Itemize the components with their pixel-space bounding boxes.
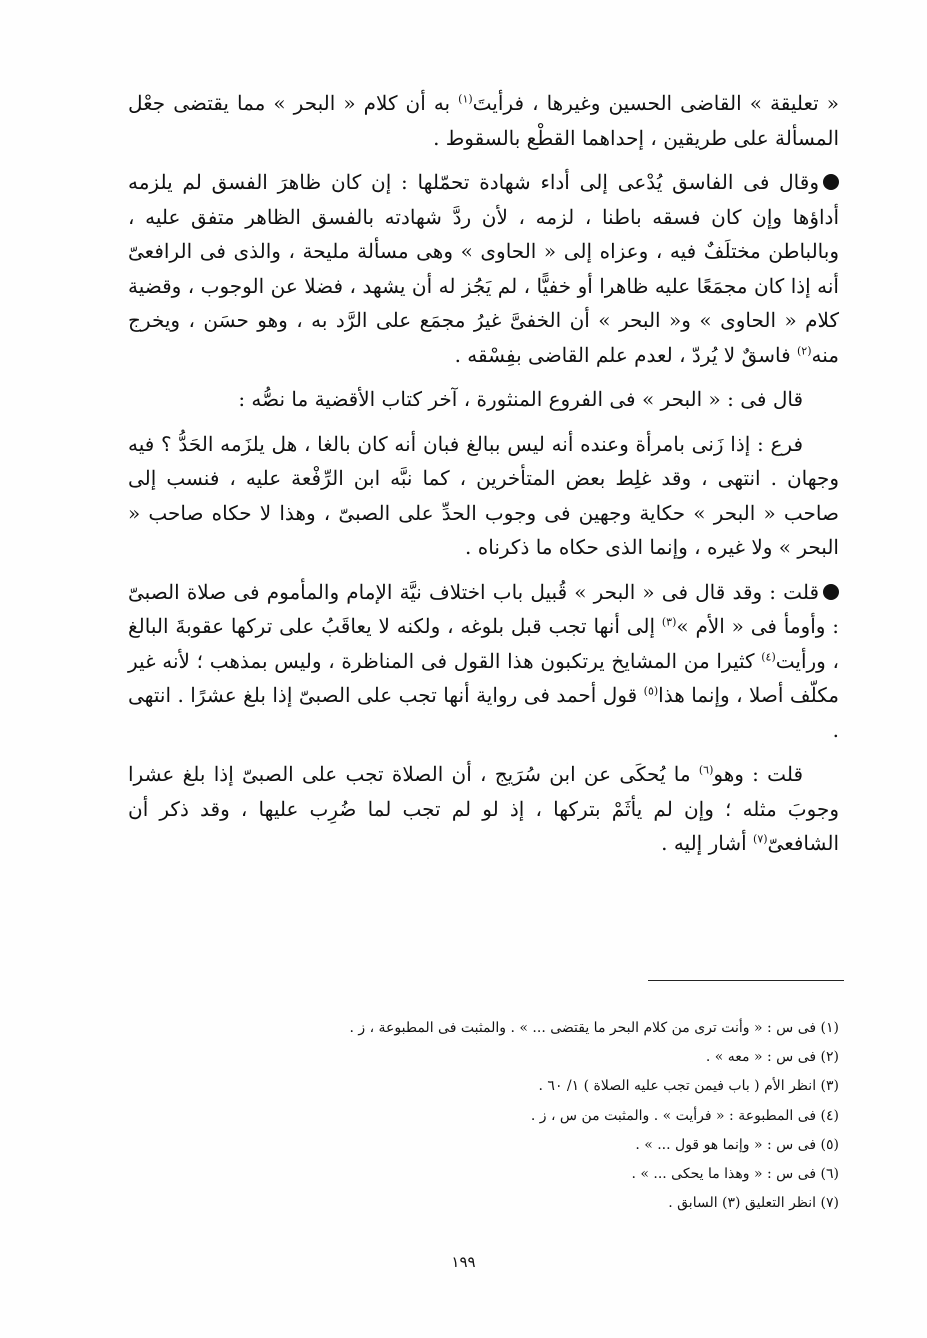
paragraph [128,427,839,565]
footnote-marker: (٣) [661,615,677,629]
paragraph-text: إلى أنها تجب قبل بلوغه ، ولكنه لا يعاقَبُ على تركها عقوبةَ البالغ ، ورأيت [128,614,840,673]
footnote: (١) فى س : « وأنت ترى من كلام البحر ما يقتضى ... » . والمثبت فى المطبوعة ، ز . [349,1020,839,1036]
paragraph-text: فرع : إذا زَنى بامرأة وعنده أنه ليس ببالغ فبان أنه كان بالغا ، هل يلزَمه الحَدُّ ؟ فيه وجهان . انتهى ، وقد غلِط بعض المتأخرين ، كما نبَّه ابن الرِّفْعة عليه ، فنسب إلى صاحب « البحر » حكاية وجهين فى وجوب الحدِّ على الصبىّ ، وهذا لا حكاه صاحب « البحر » ولا غيره ، وإنما الذى حكاه ما ذكرناه . [128,431,839,559]
paragraph-text: فاسقٌ لا يُردّ ، لعدم علم القاضى بفِسْقه . [454,342,797,367]
page-number: ١٩٩ [451,1253,476,1271]
paragraph-text: وقال فى الفاسق يُدْعى إلى أداء شهادة تحمّلها : إن كان ظاهرَ الفسق لم يلزمه أداؤها وإن كان فسقه باطنا ، لزمه ، لأن ردَّ شهادته بالفسق الظاهر متفق عليه ، وبالباطن مختلَفٌ فيه ، وعزاه إلى « الحاوى » وهى مسألة مليحة ، والذى فى الرافعىّ أنه إذا كان مجمَعًا عليه ظاهرا أو خفيًّا ، لم يَجُز له أن يشهد ، فضلا عن الوجوب ، وقضية كلام « الحاوى » و« البحر » أن الخفىَّ غيرُ مجمَع على الرَّد به ، وهو حسَن ، ويخرج منه [128,170,839,367]
paragraph-bullet-icon [823,584,839,600]
footnote-marker: (٧) [753,832,768,846]
paragraph [128,382,839,417]
paragraph-text: قلت : وهو [713,762,804,786]
paragraph-text: أشار إليه . [661,831,754,855]
footnote-marker: (٥) [643,684,659,698]
paragraph-text: كثيرا من المشايخ يرتكبون هذا القول فى المناظرة ، وليس بمذهب ؛ لأنه غير مكلّف أصلا ، وإنما هذا [128,648,839,707]
footnote: (٤) فى المطبوعة : « فرأيت » . والمثبت من س ، ز . [530,1107,839,1124]
paragraph-text: ما يُحكَى عن ابن سُرَيج ، أن الصلاة تجب على الصبىّ إذا بلغ عشرا وجوبَ مثله ؛ وإن لم يأثَمْ بتركها ، إذ لو لم تجب لما ضُرِب عليها ، وقد ذكر أن الشافعىّ [128,762,839,855]
footnote: (٣) انظر الأم ( باب فيمن تجب عليه الصلاة ) ١/ ٦٠ . [538,1078,839,1095]
footnote-marker: (٦) [698,763,714,777]
paragraph [128,757,839,861]
footnote-separator [648,980,844,981]
paragraph [128,575,839,748]
footnote-marker: (٢) [797,343,812,357]
footnotes [300,1014,839,1218]
paragraph-text: قلت : وقد قال فى « البحر » قُبيل باب اختلاف نيَّة الإمام والمأموم فى صلاة الصبىّ : وأومأ فى « الأم » [128,579,840,638]
footnote-marker: (٤) [761,649,776,663]
footnote: (٢) فى س : « معه » . [705,1049,839,1066]
paragraph [128,165,839,372]
footnote: (٧) انظر التعليق (٣) السابق . [668,1195,839,1212]
main-text [128,86,839,871]
paragraph-text: قال فى : « البحر » فى الفروع المنثورة ، آخر كتاب الأقضية ما نصُّه : [238,387,803,411]
paragraph [128,86,839,155]
footnote-marker: (١) [458,92,473,106]
paragraph-text: به أن كلام « البحر » مما يقتضى جعْل المسألة على طريقين ، إحداهما القطْع بالسقوط . [128,91,839,150]
footnote: (٥) فى س : « وإنما هو قول ... » . [635,1136,839,1153]
footnote: (٦) فى س : « وهذا ما يحكى ... » . [631,1166,839,1183]
paragraph-text: « تعليقة » القاضى الحسين وغيرها ، فرأيتَ [472,91,839,115]
paragraph-bullet-icon [823,174,839,190]
paragraph-text: قول أحمد فى رواية أنها تجب على الصبىّ إذا بلغ عشرًا . انتهى . [128,683,839,742]
